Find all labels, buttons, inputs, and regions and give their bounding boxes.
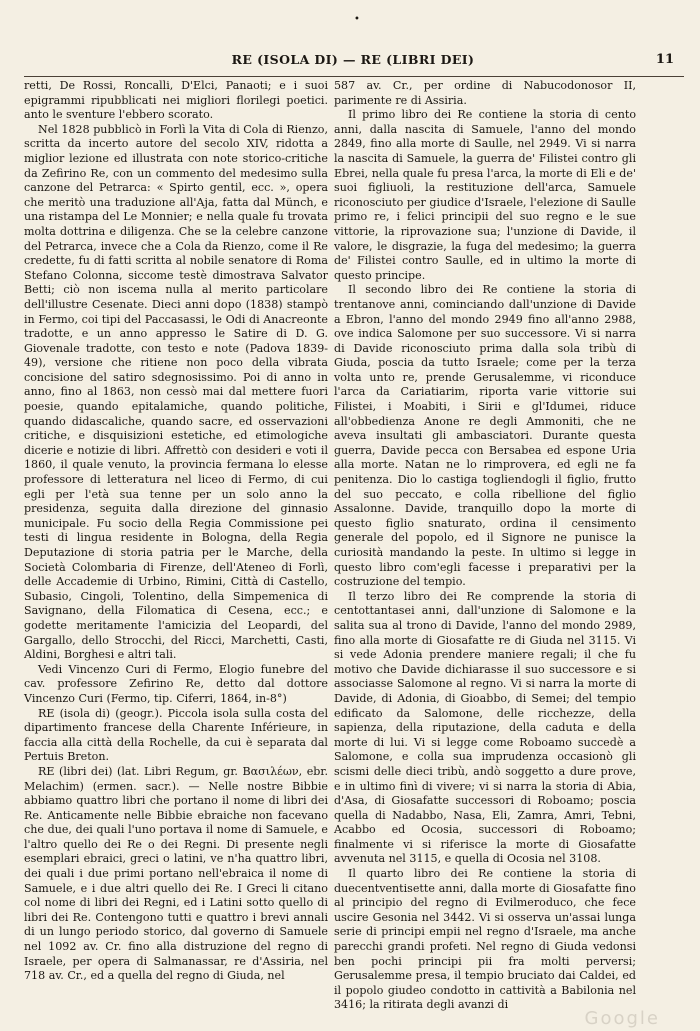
right-column xyxy=(334,79,636,1013)
entry-re-libri: RE (libri dei) (lat. Libri Regum, gr. Βασιλέων, ebr. Melachim) (ermen. sacr.). — Nelle nostre Bibbie abbiamo quattro libri che portano il nome di libri dei Re. Anticamente nelle Bibbie ebraiche non facevano che due, dei quali l'uno portava il nome di Samuele, e l'altro quello dei Re o dei Regni. Di presente negli esemplari ebraici, greci o latini, ve n'ha quattro libri, dei quali i due primi portano nell'ebraica il nome di Samuele, e i due altri quello dei Re. I Greci li citano col nome di libri dei Regni, ed i Latini sotto quello di libri dei Re. Contengono tutti e quattro i brevi annali di un lungo periodo storico, dal governo di Samuele nel 1092 av. Cr. fino alla distruzione del regno di Israele, per opera di Salmanassar, re d'Assiria, nel 718 av. Cr., ed a quella del regno di Giuda, nel xyxy=(24,764,328,983)
paragraph: Il primo libro dei Re contiene la storia di cento anni, dalla nascita di Samuele, l'anno del mondo 2849, fino alla morte di Saulle, nel 2949. Vi si narra la nascita di Samuele, la guerra de' Filistei contro gli Ebrei, nella quale fu presa l'arca, la morte di Eli e de' suoi figliuoli, la restituzione dell'arca, Samuele riconosciuto per giudice d'Israele, l'elezione di Saulle primo re, i felici principii del suo regno e le sue vittorie, la riprovazione sua; l'unzione di Davide, il valore, le disgrazie, la fuga del medesimo; la guerra de' Filistei contro Saulle, ed in ultimo la morte di questo principe. xyxy=(334,108,636,282)
left-column xyxy=(24,79,328,984)
page-dot: • xyxy=(354,14,360,25)
paragraph: retti, De Rossi, Roncalli, D'Elci, Panaoti; e i suoi epigrammi ripubblicati nei migliori florilegi poetici. anto le sventure l'ebbero scorato. xyxy=(24,79,328,122)
paragraph: Il terzo libro dei Re comprende la storia di centottantasei anni, dall'unzione di Salomone e la salita sua al trono di Davide, l'anno del mondo 2989, fino alla morte di Giosafatte re di Giuda nel 3115. Vi si vede Adonia prendere maniere regali; il che fu motivo che Davide dichiarasse il suo successore e si associasse Salomone al regno. Vi si narra la morte di Davide, di Adonia, di Gioabbo, di Semei; del tempio edificato da Salomone, delle ricchezze, della sapienza, della riputazione, della caduta e della morte di lui. Vi si legge come Roboamo succedè a Salomone, e colla sua imprudenza occasionò gli scismi delle dieci tribù, andò soggetto a dure prove, e in ultimo finì di vivere; vi si narra la storia di Abia, d'Asa, di Giosafatte successori di Roboamo; poscia quella di Nadabbo, Nasa, Eli, Zamra, Amri, Tebni, Acabbo ed Ocosia, successori di Roboamo; finalmente vi si riferisce la morte di Giosafatte avvenuta nel 3115, e quella di Ocosia nel 3108. xyxy=(334,589,636,866)
entry-re-isola: RE (isola di) (geogr.). Piccola isola sulla costa del dipartimento francese della Charente Inférieure, in faccia alla città della Rochelle, da cui è separata dal Pertuis Breton. xyxy=(24,706,328,764)
paragraph: 587 av. Cr., per ordine di Nabucodonosor II, parimente re di Assiria. xyxy=(334,79,636,107)
paragraph: Il secondo libro dei Re contiene la storia di trentanove anni, cominciando dall'unzione di Davide a Ebron, l'anno del mondo 2949 fino all'anno 2988, ove indica Salomone per suo successore. Vi si narra di Davide riconosciuto prima dalla sola tribù di Giuda, poscia da tutto Israele; come per la terza volta unto re, prende Gerusalemme, vi riconduce l'arca da Cariatiarim, riporta varie vittorie sui Filistei, i Moabiti, i Sirii e gl'Idumei, riduce all'obbedienza Anone re degli Ammoniti, che ne aveva insultati gli ambasciatori. Durante questa guerra, Davide pecca con Bersabea ed espone Uria alla morte. Natan ne lo rimprovera, ed egli ne fa penitenza. Dio lo castiga togliendogli il figlio, frutto del suo peccato, e colla ribellione del figlio Assalonne. Davide, tranquillo dopo la morte di questo figlio snaturato, ordina il censimento generale del popolo, ed il Signore ne punisce la curiosità mandando la peste. In ultimo si legge in questo libro com'egli facesse i preparativi per la costruzione del tempio. xyxy=(334,283,636,589)
paragraph: Nel 1828 pubblicò in Forlì la Vita di Cola di Rienzo, scritta da incerto autore del secolo XIV, ridotta a miglior lezione ed illustrata con note storico-critiche da Zefirino Re, con un commento del medesimo sulla canzone del Petrarca: « Spirto gentil, ecc. », opera che meritò una traduzione all'Aja, fatta dal Münch, e una ristampa del Le Monnier; e nella quale fu trovata molta dottrina e diligenza. Che se la celebre canzone del Petrarca, invece che a Cola da Rienzo, come il Re credette, fu di fatti scritta al nobile senatore di Roma Stefano Colonna, siccome testè dimostrava Salvator Betti; ciò non iscema nulla al merito particolare dell'illustre Cesenate. Dieci anni dopo (1838) stampò in Fermo, coi tipi del Paccasassi, le Odi di Anacreonte tradotte, e un anno appresso le Satire di D. G. Giovenale tradotte, con testo e note (Padova 1839-49), versione che ritiene non poco della vibrata concisione del satiro sdegnosissimo. Poi di anno in anno, fino al 1863, non cessò mai dal mettere fuori poesie, quando epitalamiche, quando politiche, quando didascaliche, quando sacre, ed osservazioni critiche, e disquisizioni estetiche, ed etimologiche dicerie e notizie di libri. Affrettò con desideri e voti il 1860, il quale venuto, la provincia fermana lo elesse professore di letteratura nel liceo di Fermo, di cui egli per l'età sua tenne per un solo anno la presidenza, seguita dalla direzione del ginnasio municipale. Fu socio della Regia Commissione pei testi di lingua residente in Bologna, della Regia Deputazione di storia patria per le Marche, della Società Colombaria di Firenze, dell'Ateneo di Forlì, delle Accademie di Urbino, Rimini, Città di Castello, Subasio, Cingoli, Tolentino, della Simpemenica di Savignano, della Filomatica di Cesena, ecc.; e godette meritamente l'amicizia del Leopardi, del Gargallo, dello Strocchi, del Ricci, Marchetti, Casti, Aldini, Borghesi e altri tali. xyxy=(24,122,328,662)
paragraph: Il quarto libro dei Re contiene la storia di duecentventisette anni, dalla morte di Giosafatte fino al principio del regno di Evilmeroduco, che fece uscire Gesonia nel 3442. Vi si osserva un'assai lunga serie di principi empii nel regno d'Israele, ma anche parecchi grandi profeti. Nel regno di Giuda vedonsi ben pochi principi pii fra molti perversi; Gerusalemme presa, il tempio bruciato dai Caldei, ed il popolo giudeo condotto in cattività a Babilonia nel 3416; la ritirata degli avanzi di xyxy=(334,867,636,1012)
page-number: 11 xyxy=(655,52,674,67)
header-rule xyxy=(24,76,684,77)
running-title: RE (ISOLA DI) — RE (LIBRI DEI) xyxy=(231,52,475,67)
paragraph: Vedi Vincenzo Curi di Fermo, Elogio funebre del cav. professore Zefirino Re, detto dal dottore Vincenzo Curi (Fermo, tip. Ciferri, 1864, in-8°) xyxy=(24,662,328,705)
running-header xyxy=(24,52,682,70)
watermark: Google xyxy=(584,1008,660,1029)
